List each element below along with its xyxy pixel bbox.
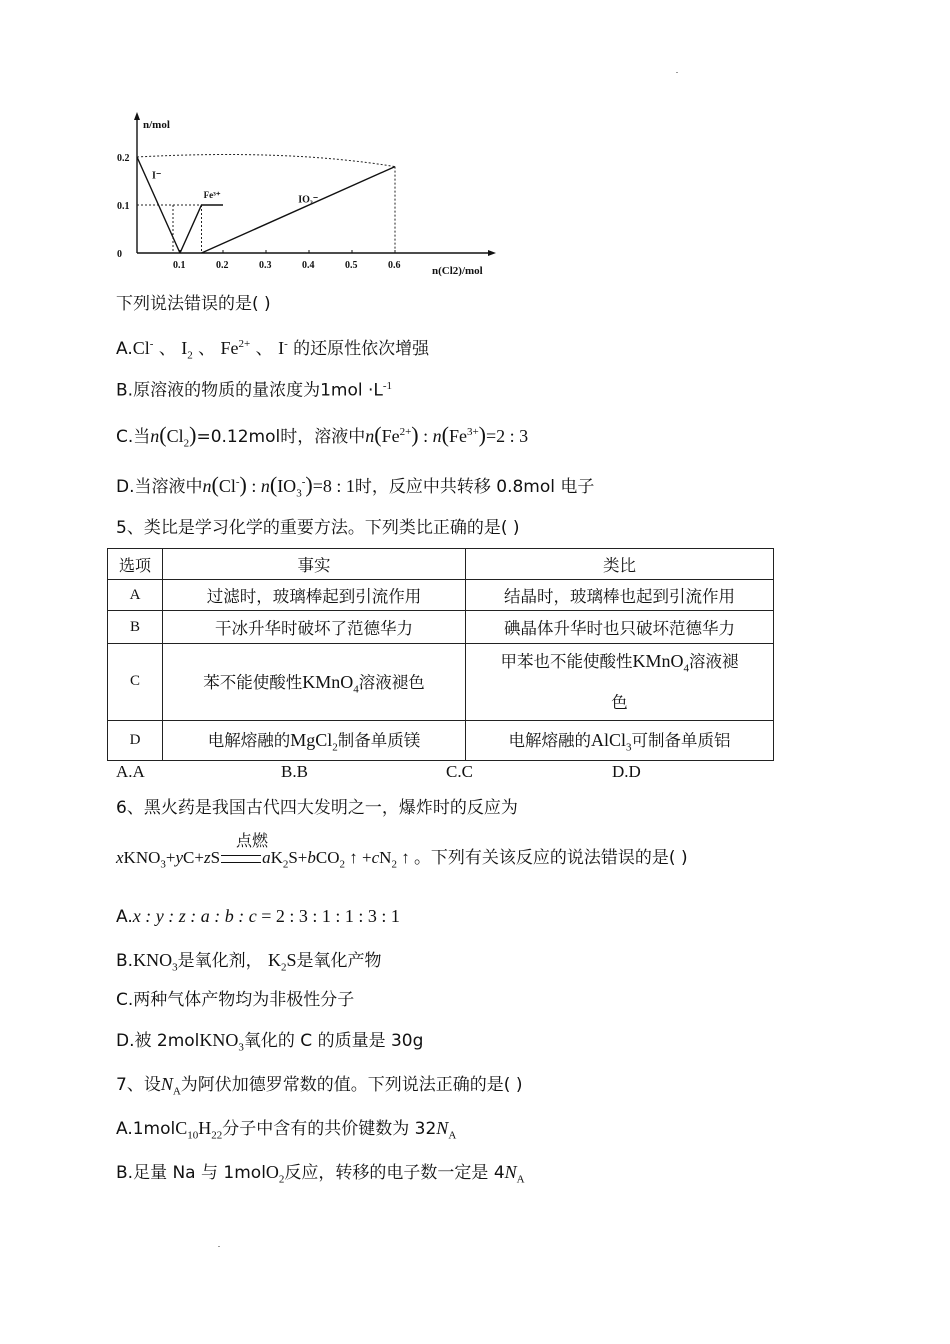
q6-equation: xKNO$_3$+yC+zS $aK_2S+bCO_2$ ↑ $+cN_2$ ↑ 。下列有关该反应的说法错误的是( ) — [116, 848, 688, 871]
row-key: C — [108, 644, 163, 721]
table-row — [108, 611, 774, 644]
q4-option-b: B.原溶液的物质的量浓度为$1mol \cdot L^{-1}$ — [116, 380, 393, 401]
series-io3 — [202, 167, 396, 253]
row-fact: 干冰升华时破坏了范德华力 — [163, 611, 466, 644]
x-axis-label: n(Cl2)/mol — [432, 265, 483, 277]
q6-option-b: $B.KNO_3$是氧化剂， $K_2S$是氧化产物 — [116, 950, 382, 974]
header-option: 选项 — [108, 549, 163, 580]
q4-option-d: D.当溶液中n(Cl-) : $n(IO_3^-)=8$ : 1时，反应中共转移 0.8mol 电子 — [116, 472, 595, 500]
choice-d[interactable]: D.D — [612, 762, 641, 781]
chart — [110, 108, 500, 280]
q4-stem: 下列说法错误的是( ) — [116, 294, 271, 314]
q5-choices — [116, 762, 716, 786]
row-analogy: 结晶时，玻璃棒也起到引流作用 — [466, 580, 774, 611]
reaction-condition: 点燃 — [236, 831, 269, 850]
q7-option-a: $A.1molC_{10}H_{22}$分子中含有的共价键数为 $32N_A$ — [116, 1118, 457, 1142]
row-analogy: 电解熔融的AlCl$_3$可制备单质铝 — [466, 720, 774, 760]
q6-stem: 6、黑火药是我国古代四大发明之一，爆炸时的反应为 — [116, 798, 518, 818]
x-tick-label: 0.3 — [259, 260, 272, 271]
q5-stem: 5、类比是学习化学的重要方法。下列类比正确的是( ) — [116, 518, 520, 538]
row-fact: 苯不能使酸性KMnO$_4$溶液褪色 — [163, 644, 466, 721]
x-axis-arrow — [488, 250, 496, 256]
q5-table — [107, 548, 774, 761]
q6-option-c: C.两种气体产物均为非极性分子 — [116, 990, 355, 1010]
y-axis-label: n/mol — [143, 119, 170, 131]
x-tick-label: 0.1 — [173, 260, 186, 271]
x-tick-label: 0.5 — [345, 260, 358, 271]
row-analogy: 碘晶体升华时也只破坏范德华力 — [466, 611, 774, 644]
y-tick-label: 0 — [117, 249, 122, 260]
y-tick-label: 0.2 — [117, 153, 130, 164]
row-key: B — [108, 611, 163, 644]
header-analogy: 类比 — [466, 549, 774, 580]
row-fact: 过滤时，玻璃棒起到引流作用 — [163, 580, 466, 611]
q6-option-a: A.x : y : z : a : b : c = 2 : 3 : 1 : 1 : 3 : 1 — [116, 906, 400, 927]
upper-dotted-curve — [137, 155, 395, 167]
scan-dot — [218, 1246, 220, 1247]
choice-a[interactable]: A.A — [116, 762, 145, 781]
x-tick-label: 0.2 — [216, 260, 229, 271]
row-key: A — [108, 580, 163, 611]
q6-option-d: D.被 2molKNO$_3$氧化的 C 的质量是 30g — [116, 1030, 424, 1054]
table-header-row — [108, 549, 774, 580]
choice-c[interactable]: C.C — [446, 762, 473, 781]
row-analogy: 甲苯也不能使酸性KMnO$_4$溶液褪 色 — [466, 644, 774, 721]
row-key: D — [108, 720, 163, 760]
label-i-minus: I⁻ — [152, 170, 162, 182]
q7-stem: 7、设$N_A$为阿伏加德罗常数的值。下列说法正确的是( ) — [116, 1074, 523, 1098]
q4-option-a: A.Cl- 、 $I_2$ 、 $Fe^{2+}$ 、 I- 的还原性依次增强 — [116, 338, 430, 362]
label-fe3: Fe³⁺ — [203, 189, 221, 200]
label-io3: IO₃⁻ — [298, 194, 319, 206]
table-row — [108, 720, 774, 760]
scan-dot — [676, 72, 678, 73]
x-tick-label: 0.6 — [388, 260, 401, 271]
q7-option-b: B.足量 Na 与 1molO$_2$反应，转移的电子数一定是 $4N_A$ — [116, 1162, 525, 1186]
choice-b[interactable]: B.B — [281, 762, 308, 781]
q4-option-c: C.当$n(Cl_2)=0.12mol$时，溶液中$n(Fe^{2+})$ : $n(Fe^{3+})=2$ : 3 — [116, 422, 529, 450]
y-tick-label: 0.1 — [117, 201, 130, 212]
header-fact: 事实 — [163, 549, 466, 580]
x-tick-label: 0.4 — [302, 260, 315, 271]
row-fact: 电解熔融的MgCl$_2$制备单质镁 — [163, 720, 466, 760]
y-axis-arrow — [134, 112, 140, 120]
table-row — [108, 580, 774, 611]
table-row — [108, 644, 774, 721]
